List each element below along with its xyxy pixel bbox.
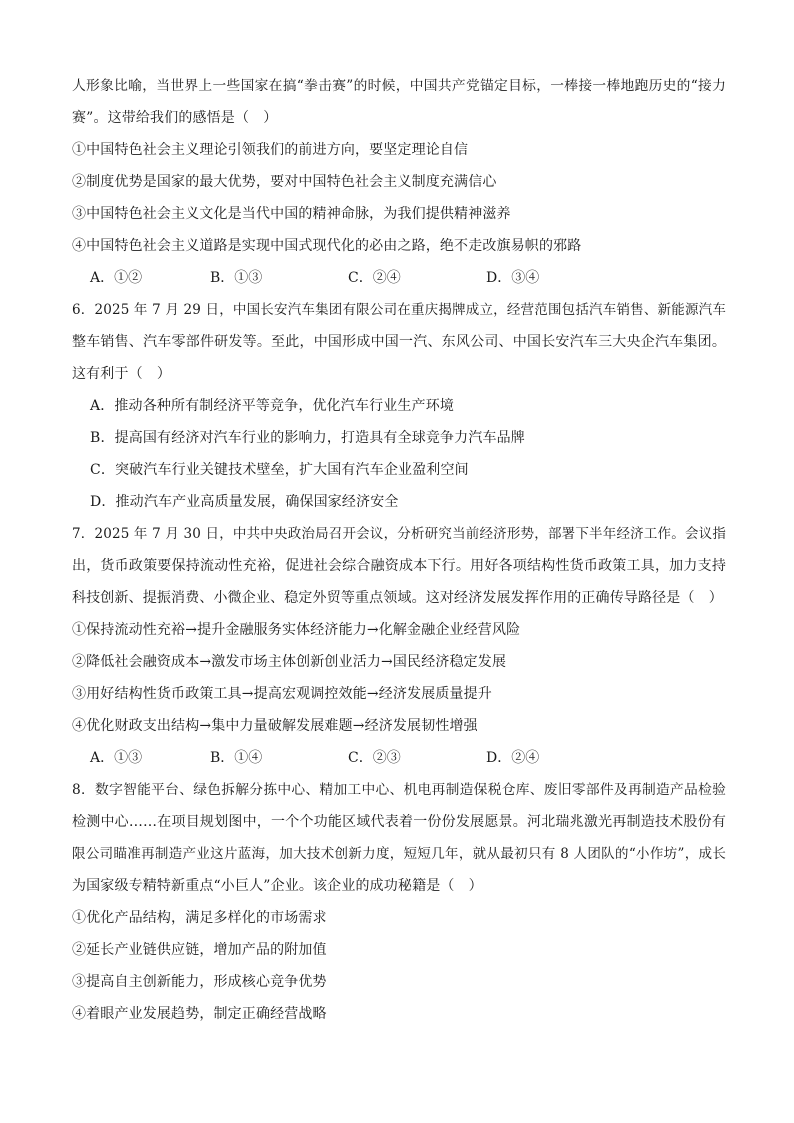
q5-choice-c[interactable]: C．②④	[348, 270, 401, 286]
q6-option-a[interactable]: A．推动各种所有制经济平等竞争，优化汽车行业生产环境	[90, 398, 455, 414]
q5-statement-2: ②制度优势是国家的最大优势，要对中国特色社会主义制度充满信心	[72, 174, 497, 190]
q6-stem-line-2: 整车销售、汽车零部件研发等。至此，中国形成中国一汽、东风公司、中国长安汽车三大央企汽车集团。	[72, 334, 726, 350]
q8-statement-3: ③提高自主创新能力，形成核心竞争优势	[72, 974, 327, 990]
q7-stem-line-2: 出，货币政策要保持流动性充裕，促进社会综合融资成本下行。用好各项结构性货币政策工具，加力支持	[72, 558, 726, 574]
q6-stem-line-1: 6．2025 年 7 月 29 日，中国长安汽车集团有限公司在重庆揭牌成立，经营范围包括汽车销售、新能源汽车	[72, 302, 726, 318]
q5-statement-1: ①中国特色社会主义理论引领我们的前进方向，要坚定理论自信	[72, 142, 469, 158]
q5-statement-4: ④中国特色社会主义道路是实现中国式现代化的必由之路，绝不走改旗易帜的邪路	[72, 238, 582, 254]
q8-stem-line-4: 为国家级专精特新重点“小巨人”企业。该企业的成功秘籍是（ ）	[72, 878, 483, 894]
q6-stem-line-3: 这有利于（ ）	[72, 366, 172, 382]
q7-choices	[90, 748, 726, 768]
q5-choice-d[interactable]: D．③④	[486, 270, 540, 286]
q7-stem-line-1: 7．2025 年 7 月 30 日，中共中央政治局召开会议，分析研究当前经济形势，部署下半年经济工作。会议指	[72, 526, 726, 542]
q6-option-b[interactable]: B．提高国有经济对汽车行业的影响力，打造具有全球竞争力汽车品牌	[90, 430, 525, 446]
q5-stem-line-2: 赛”。这带给我们的感悟是（ ）	[72, 110, 278, 126]
q8-stem-line-1: 8．数字智能平台、绿色拆解分拣中心、精加工中心、机电再制造保税仓库、废旧零部件及再制造产品检验	[72, 782, 726, 798]
q5-choice-b[interactable]: B．①③	[210, 270, 263, 286]
q7-choice-d[interactable]: D．②④	[486, 750, 540, 766]
q7-choice-c[interactable]: C．②③	[348, 750, 401, 766]
q7-statement-2: ②降低社会融资成本→激发市场主体创新创业活力→国民经济稳定发展	[72, 654, 507, 670]
q7-statement-4: ④优化财政支出结构→集中力量破解发展难题→经济发展韧性增强	[72, 718, 478, 734]
q5-stem-line-1: 人形象比喻，当世界上一些国家在搞“拳击赛”的时候，中国共产党锚定目标，一棒接一棒地跑历史的“接力	[72, 78, 726, 94]
q5-choices	[90, 268, 726, 288]
q6-option-c[interactable]: C．突破汽车行业关键技术壁垒，扩大国有汽车企业盈利空间	[90, 462, 469, 478]
q6-option-d[interactable]: D．推动汽车产业高质量发展，确保国家经济安全	[90, 494, 399, 510]
q5-choice-a[interactable]: A．①②	[90, 270, 143, 286]
q8-stem-line-3: 限公司瞄准再制造产业这片蓝海，加大技术创新力度，短短几年，就从最初只有 8 人团队的“小作坊”，成长	[72, 846, 726, 862]
q7-choice-a[interactable]: A．①③	[90, 750, 143, 766]
q8-statement-4: ④着眼产业发展趋势，制定正确经营战略	[72, 1006, 327, 1022]
q7-choice-b[interactable]: B．①④	[210, 750, 263, 766]
q8-statement-1: ①优化产品结构，满足多样化的市场需求	[72, 910, 327, 926]
q7-statement-1: ①保持流动性充裕→提升金融服务实体经济能力→化解金融企业经营风险	[72, 622, 521, 638]
q7-statement-3: ③用好结构性货币政策工具→提高宏观调控效能→经济发展质量提升	[72, 686, 492, 702]
q7-stem-line-3: 科技创新、提振消费、小微企业、稳定外贸等重点领域。这对经济发展发挥作用的正确传导路径是（ ）	[72, 590, 723, 606]
q5-statement-3: ③中国特色社会主义文化是当代中国的精神命脉，为我们提供精神滋养	[72, 206, 511, 222]
q8-stem-line-2: 检测中心……在项目规划图中，一个个功能区域代表着一份份发展愿景。河北瑞兆激光再制造技术股份有	[72, 814, 726, 830]
q8-statement-2: ②延长产业链供应链，增加产品的附加值	[72, 942, 327, 958]
